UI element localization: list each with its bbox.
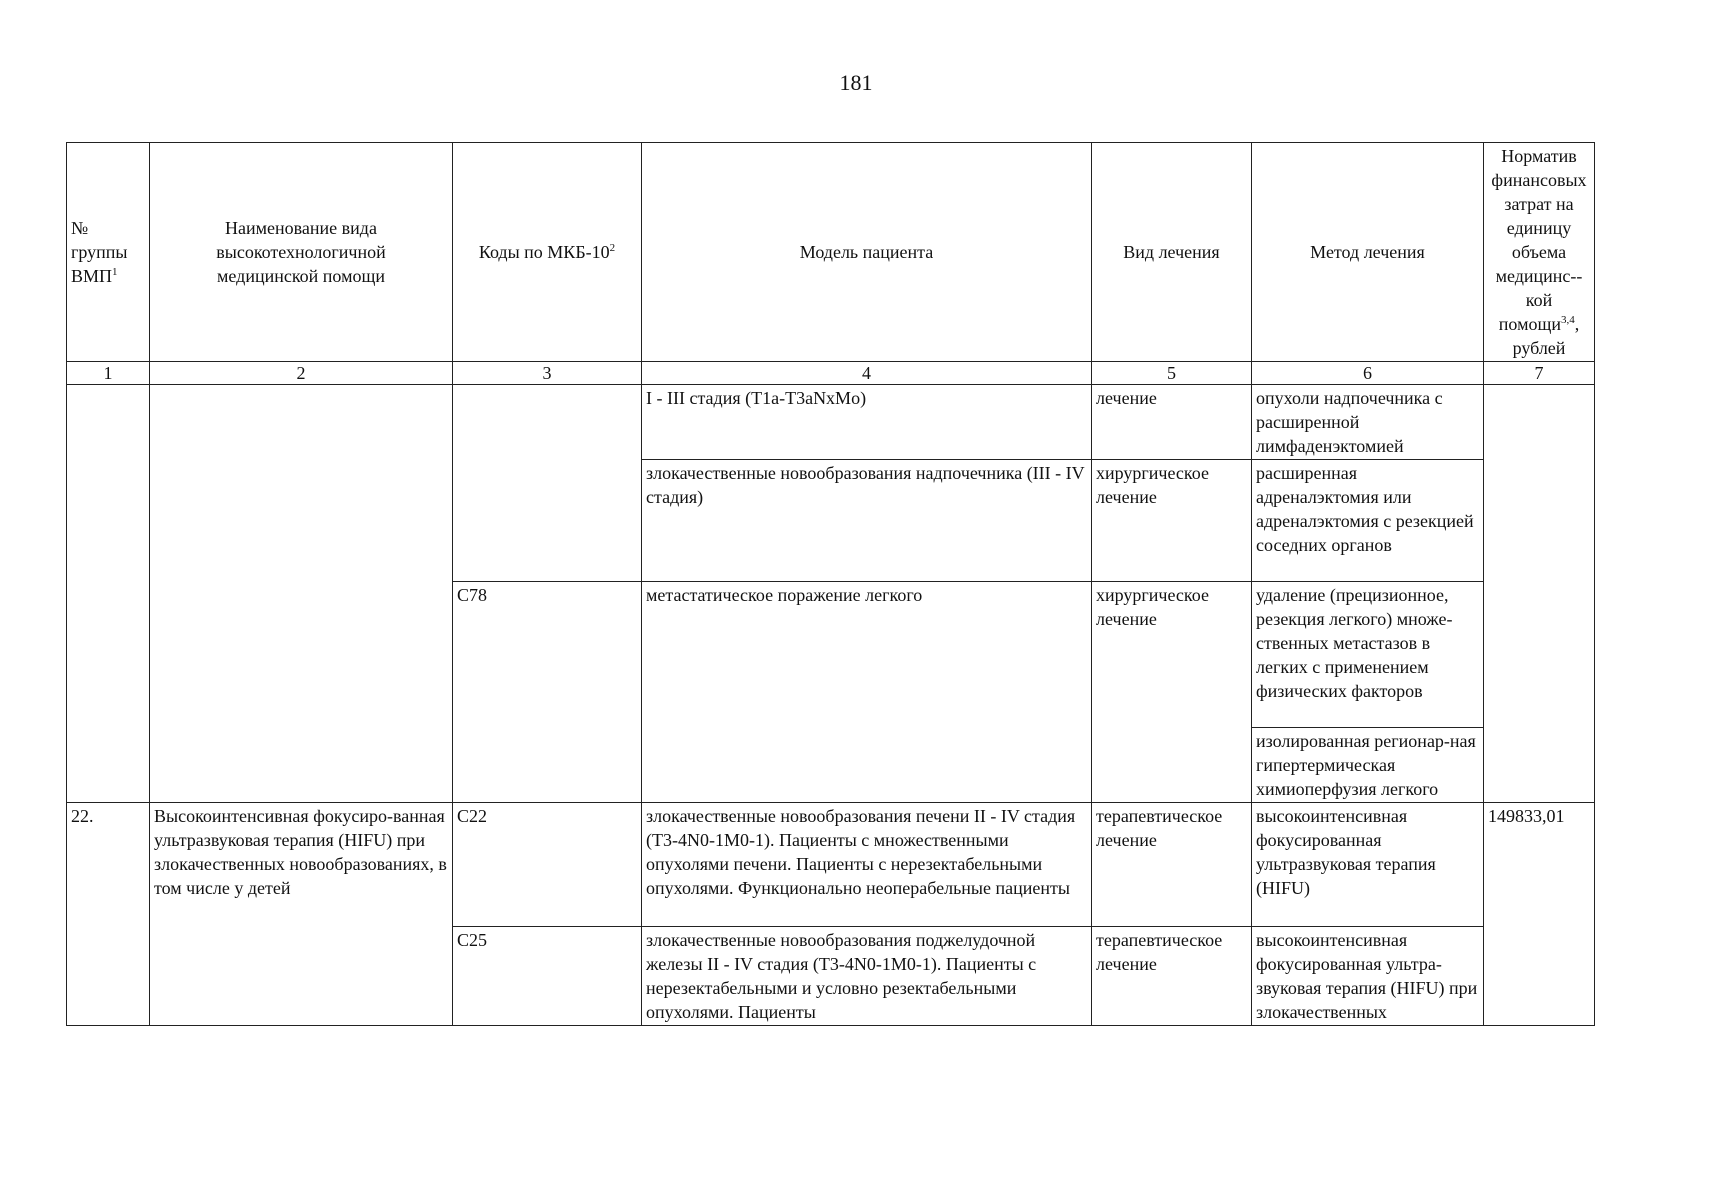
header-c2-line1: Наименование вида xyxy=(225,218,377,238)
column-number: 2 xyxy=(150,362,453,385)
header-treatment-kind xyxy=(1092,143,1252,362)
cell-vmp-group-empty xyxy=(67,385,150,803)
column-number: 5 xyxy=(1092,362,1252,385)
vmp-table xyxy=(66,142,1595,1026)
header-c7-line3: затрат на xyxy=(1504,194,1574,214)
cell-treatment-kind: терапевтическое лечение xyxy=(1092,803,1252,927)
cell-vmp-name-empty xyxy=(150,385,453,803)
header-c4-text: Модель пациента xyxy=(799,242,934,262)
header-row xyxy=(67,143,1595,362)
cell-treatment-kind: лечение xyxy=(1092,385,1252,460)
cell-treatment-method: расширенная адреналэктомия или адреналэктомия с резекцией соседних органов xyxy=(1252,460,1484,582)
column-number: 6 xyxy=(1252,362,1484,385)
header-c7-comma: , xyxy=(1574,314,1580,334)
column-number-row xyxy=(67,362,1595,385)
header-c3-text: Коды по МКБ-10 xyxy=(478,242,610,262)
page-number: 181 xyxy=(839,70,873,95)
cell-treatment-method: высокоинтенсивная фокусированная ультразвуковая терапия (HIFU) xyxy=(1252,803,1484,927)
cell-patient-model: злокачественные новообразования печени II - IV стадия (T3-4N0-1M0-1). Пациенты с множественными опухолями печени. Пациенты с нерезектабельными опухолями. Функционально неоперабельные пациенты xyxy=(642,803,1092,927)
header-c5-text: Вид лечения xyxy=(1123,242,1220,262)
column-number: 1 xyxy=(67,362,150,385)
cell-icd-code: C25 xyxy=(453,927,642,1026)
table-row xyxy=(67,385,1595,460)
cell-icd-code: C78 xyxy=(453,582,642,803)
cell-patient-model: злокачественные новообразования надпочечника (III - IV стадия) xyxy=(642,460,1092,582)
cell-patient-model: метастатическое поражение легкого xyxy=(642,582,1092,803)
header-c7-line6: медицинс-- xyxy=(1495,266,1583,286)
cell-treatment-method: высокоинтенсивная фокусированная ультра-звуковая терапия (HIFU) при злокачественных xyxy=(1252,927,1484,1026)
cell-treatment-kind: терапевтическое лечение xyxy=(1092,927,1252,1026)
cell-icd-empty xyxy=(453,385,642,582)
header-treatment-method xyxy=(1252,143,1484,362)
cell-vmp-group-number: 22. xyxy=(67,803,150,1026)
cell-icd-code: C22 xyxy=(453,803,642,927)
header-c6-text: Метод лечения xyxy=(1310,242,1425,262)
header-c7-footnote: 3,4 xyxy=(1560,314,1575,326)
cell-patient-model: I - III стадия (T1a-T3aNxMo) xyxy=(642,385,1092,460)
header-c1-line1: № xyxy=(71,218,89,238)
cell-treatment-method: удаление (прецизионное, резекция легкого) множе-ственных метастазов в легких с применением физических факторов xyxy=(1252,582,1484,728)
cell-patient-model: злокачественные новообразования поджелудочной железы II - IV стадия (T3-4N0-1M0-1). Пациенты с нерезектабельными и условно резектабельными опухолями. Пациенты xyxy=(642,927,1092,1026)
header-icd-codes xyxy=(453,143,642,362)
cell-treatment-kind: хирургическое лечение xyxy=(1092,460,1252,582)
header-vmp-name xyxy=(150,143,453,362)
table-row xyxy=(67,803,1595,927)
cell-treatment-method: изолированная регионар-ная гипертермическая химиоперфузия легкого xyxy=(1252,728,1484,803)
header-c2-line3: медицинской помощи xyxy=(217,266,385,286)
header-patient-model xyxy=(642,143,1092,362)
header-c3-footnote: 2 xyxy=(609,242,616,254)
header-c7-line2: финансовых xyxy=(1491,170,1587,190)
header-c7-line5: объема xyxy=(1511,242,1567,262)
header-c7-line7: кой xyxy=(1525,290,1553,310)
header-c1-footnote: 1 xyxy=(112,266,118,278)
header-c2-line2: высокотехнологичной xyxy=(216,242,386,262)
cell-treatment-kind: хирургическое лечение xyxy=(1092,582,1252,803)
cell-cost-empty xyxy=(1484,385,1595,803)
header-c1-line3: ВМП xyxy=(71,266,113,286)
cell-vmp-name: Высокоинтенсивная фокусиро-ванная ультразвуковая терапия (HIFU) при злокачественных новообразованиях, в том числе у детей xyxy=(150,803,453,1026)
header-cost-norm xyxy=(1484,143,1595,362)
header-c7-line4: единицу xyxy=(1506,218,1572,238)
header-c1-line2: группы xyxy=(71,242,128,262)
header-c7-line9: рублей xyxy=(1512,338,1566,358)
header-vmp-group xyxy=(67,143,150,362)
column-number: 7 xyxy=(1484,362,1595,385)
cell-treatment-method: опухоли надпочечника с расширенной лимфаденэктомией xyxy=(1252,385,1484,460)
header-c7-line1: Норматив xyxy=(1501,146,1577,166)
cell-cost-norm: 149833,01 xyxy=(1484,803,1595,1026)
column-number: 3 xyxy=(453,362,642,385)
header-c7-line8: помощи xyxy=(1498,314,1561,334)
column-number: 4 xyxy=(642,362,1092,385)
